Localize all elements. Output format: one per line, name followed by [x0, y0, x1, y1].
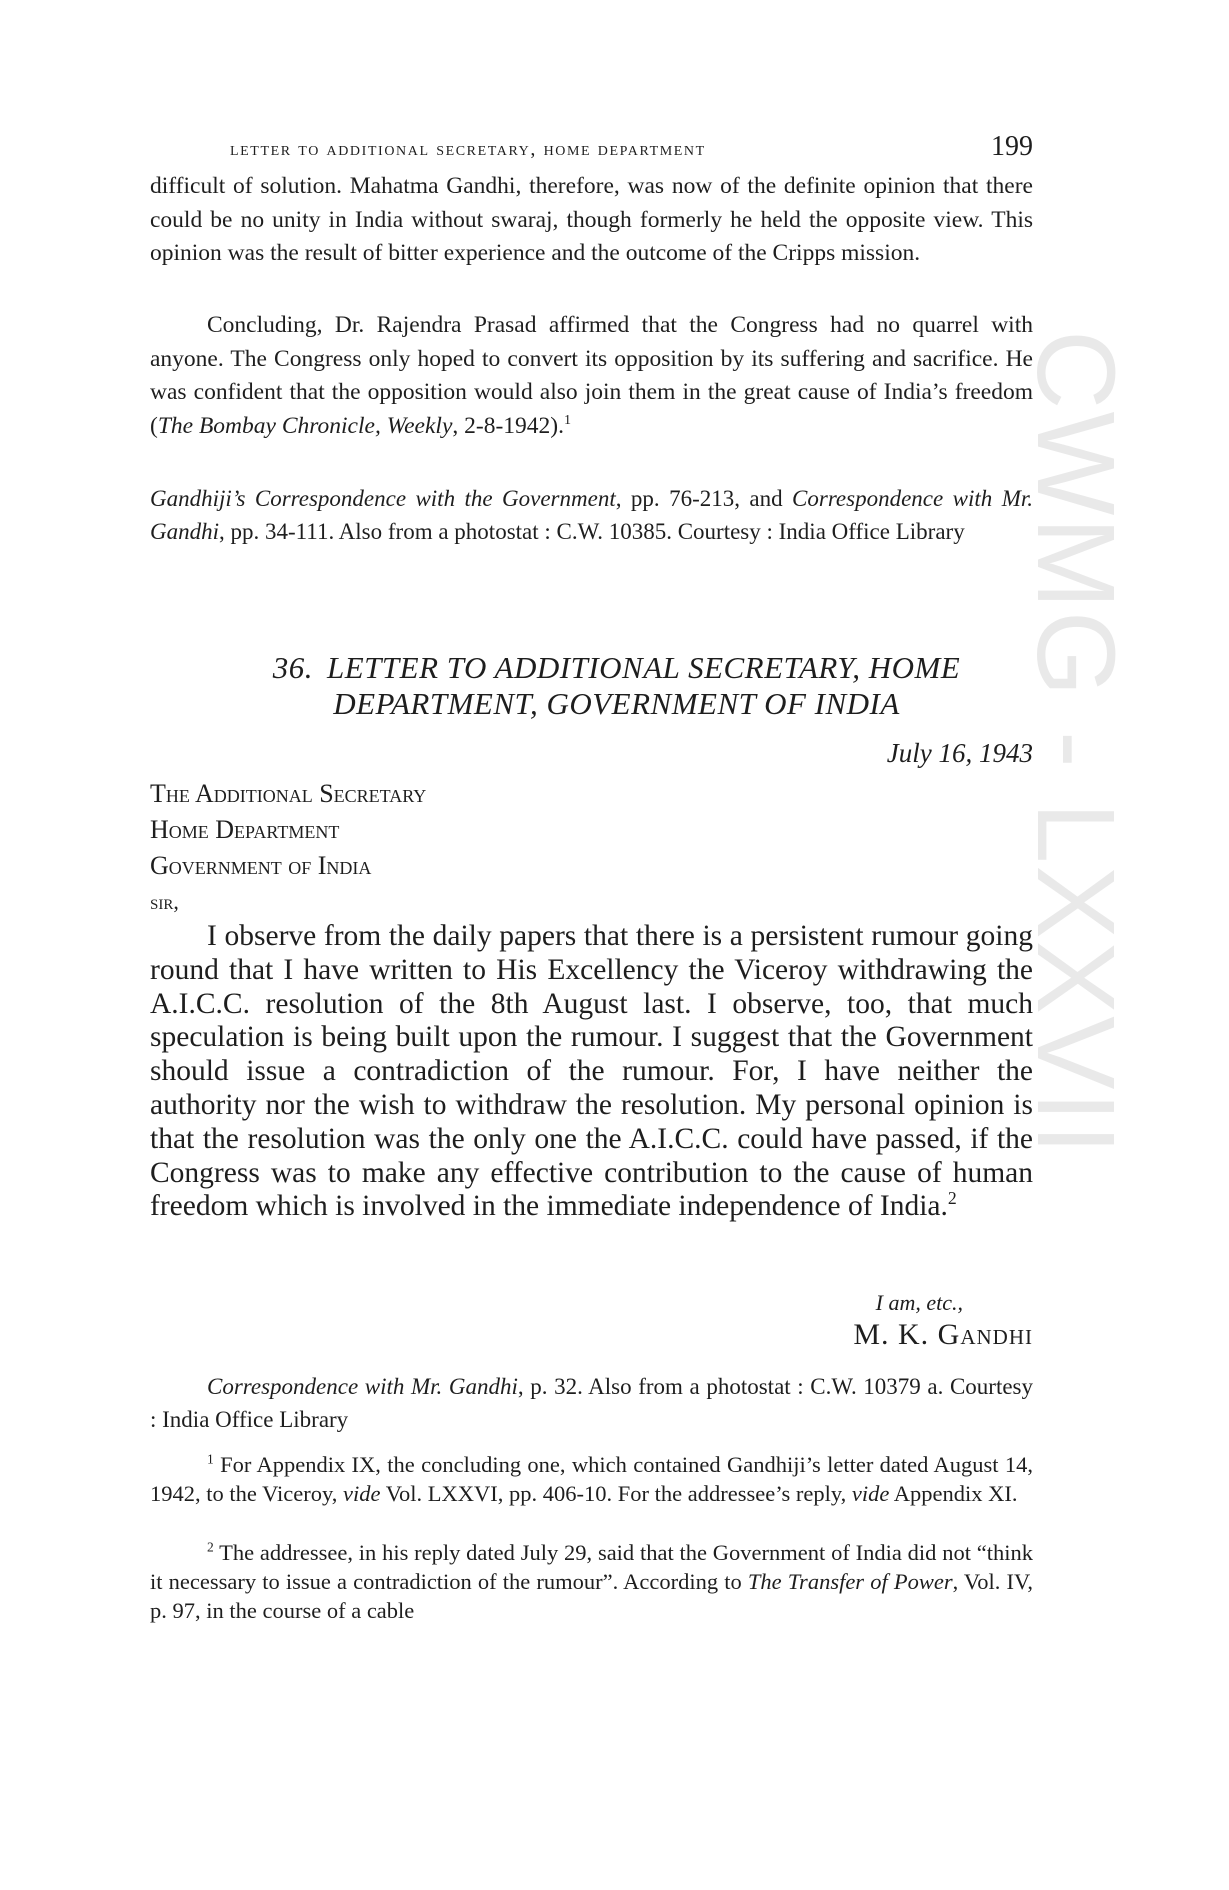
footnote-1: [150, 1450, 1033, 1508]
footnote-2-title: The Transfer of Power: [747, 1569, 953, 1594]
watermark: CWMG - LXXVII: [1014, 330, 1137, 1157]
letter-body-text: I observe from the daily papers that there is a persistent rumour going round that I have written to His Excellency the Viceroy withdrawing the A.I.C.C. resolution of the 8th August last. I observe, too, that much speculation is being built upon the rumour. I suggest that the Government should issue a contradiction of the rumour. For, I have neither the authority nor the wish to withdraw the resolution. My personal opinion is that the resolution was the only one the A.I.C.C. could have passed, if the Congress was to make any effective contribution to the cause of human freedom which is involved in the immediate independence of India.: [150, 920, 1033, 1223]
footnote-2-text-a: The addressee, in his reply dated July 29, said that the Government of India did not “think it necessary to issue a contradiction of the rumour”. According to: [150, 1540, 1033, 1594]
salutation: sir,: [150, 889, 179, 914]
footnote-ref-1: 1: [563, 411, 572, 428]
footnote-ref-2: 2: [947, 1188, 957, 1209]
closing: I am, etc.,: [875, 1290, 963, 1315]
address-line-1: The Additional Secretary: [150, 779, 427, 808]
newspaper-date: , 2-8-1942).: [452, 412, 564, 439]
footnote-1-text-b: Vol. LXXVI, pp. 406-10. For the addressee’s reply,: [380, 1481, 852, 1506]
carryover-paragraph-2-text: Concluding, Dr. Rajendra Prasad affirmed that the Congress had no quarrel with anyone. The Congress only hoped to convert its opposition by its suffering and sacrifice. He was confident that the opposition would also join them in the great cause of India’s freedom (: [150, 312, 1033, 439]
source-title: Correspondence with Mr. Gandhi: [207, 1374, 518, 1399]
running-head-title: letter to additional secretary, home department: [230, 138, 706, 160]
carryover-paragraph-2: [150, 309, 1033, 443]
previous-source-note: [150, 482, 1033, 548]
footnote-2-text-b: , Vol. IV, p. 97, in the course of a cable: [150, 1569, 1033, 1623]
document-heading: [200, 650, 1033, 722]
document-heading-line-1: [200, 650, 1033, 686]
page-number: 199: [991, 131, 1033, 162]
document-number: 36.: [272, 650, 313, 685]
footnote-1-vide-2: vide: [851, 1481, 890, 1506]
heading-line-1-text: LETTER TO ADDITIONAL SECRETARY, HOME: [327, 650, 961, 685]
footnote-1-text-c: Appendix XI.: [889, 1481, 1018, 1506]
footnote-2-marker: 2: [207, 1539, 214, 1555]
address-line-2: Home Department: [150, 815, 340, 844]
letter-body: [150, 920, 1033, 1224]
running-head: [150, 128, 1033, 168]
footnote-2: [150, 1538, 1033, 1625]
previous-source-rest: , pp. 34-111. Also from a photostat : C.W. 10385. Courtesy : India Office Library: [219, 519, 965, 544]
footnote-1-text-a: For Appendix IX, the concluding one, which contained Gandhiji’s letter dated August 14, 1942, to the Viceroy,: [150, 1452, 1033, 1506]
letter-date: July 16, 1943: [886, 738, 1033, 768]
carryover-paragraph-1: difficult of solution. Mahatma Gandhi, therefore, was now of the definite opinion that there could be no unity in India without swaraj, though formerly he held the opposite view. This opinion was the result of bitter experience and the outcome of the Cripps mission.: [150, 173, 1033, 266]
footnote-1-vide: vide: [343, 1481, 381, 1506]
newspaper-title: The Bombay Chronicle, Weekly: [157, 412, 453, 439]
document-heading-line-2: DEPARTMENT, GOVERNMENT OF INDIA: [333, 686, 900, 721]
signature: M. K. Gandhi: [853, 1318, 1033, 1351]
recipient-address: [150, 776, 426, 920]
previous-source-title-1: Gandhiji’s Correspondence with the Government: [150, 486, 616, 511]
source-rest: , p. 32. Also from a photostat : C.W. 10379 a. Courtesy : India Office Library: [150, 1374, 1034, 1432]
previous-source-title-2: Correspondence with Mr. Gandhi: [150, 486, 1034, 544]
address-line-3: Government of India: [150, 851, 372, 880]
footnote-1-marker: 1: [207, 1451, 214, 1467]
source-note: [150, 1370, 1033, 1436]
previous-source-pages-1: , pp. 76-213, and: [615, 486, 793, 511]
